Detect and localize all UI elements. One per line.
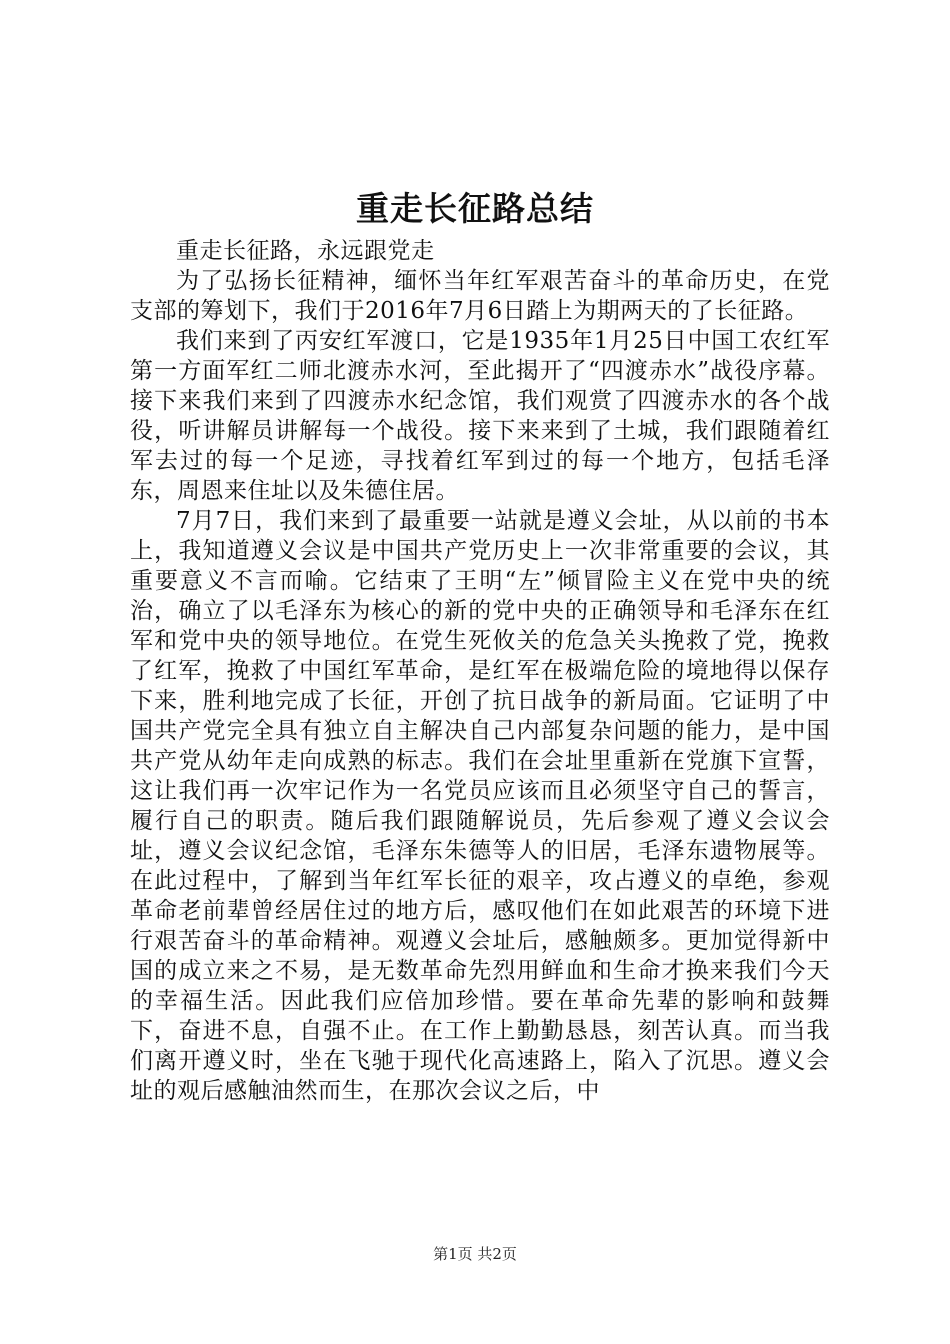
- paragraph-zunyi: 7月7日，我们来到了最重要一站就是遵义会址，从以前的书本上，我知道遵义会议是中国共产党历史上一次非常重要的会议，其重要意义不言而喻。它结束了王明“左”倾冒险主义在党中央的统治，确立了以毛泽东为核心的新的党中央的正确领导和毛泽东在红军和党中央的领导地位。在党生死攸关的危急关头挽救了党，挽救了红军，挽救了中国红军革命，是红军在极端危险的境地得以保存下来，胜利地完成了长征，开创了抗日战争的新局面。它证明了中国共产党完全具有独立自主解决自己内部复杂问题的能力，是中国共产党从幼年走向成熟的标志。我们在会址里重新在党旗下宣誓，这让我们再一次牢记作为一名党员应该而且必须坚守自己的誓言，履行自己的职责。随后我们跟随解说员，先后参观了遵义会议会址，遵义会议纪念馆，毛泽东朱德等人的旧居，毛泽东遗物展等。在此过程中，了解到当年红军长征的艰辛，攻占遵义的卓绝，参观革命老前辈曾经居住过的地方后，感叹他们在如此艰苦的环境下进行艰苦奋斗的革命精神。观遵义会址后，感触颇多。更加觉得新中国的成立来之不易，是无数革命先烈用鲜血和生命才换来我们今天的幸福生活。因此我们应倍加珍惜。要在革命先辈的影响和鼓舞下，奋进不息，自强不止。在工作上勤勤恳恳，刻苦认真。而当我们离开遵义时，坐在飞驰于现代化高速路上，陷入了沉思。遵义会址的观后感触油然而生，在那次会议之后，中: [130, 508, 830, 1104]
- document-subtitle: 重走长征路，永远跟党走: [176, 238, 435, 264]
- document-body: [130, 236, 830, 1106]
- paragraph-bingan-ferry: 我们来到了丙安红军渡口，它是1935年1月25日中国工农红军第一方面军红二师北渡赤水河，至此揭开了“四渡赤水”战役序幕。接下来我们来到了四渡赤水纪念馆，我们观赏了四渡赤水的各个战役，听讲解员讲解每一个战役。接下来来到了土城，我们跟随着红军去过的每一个足迹，寻找着红军到过的每一个地方，包括毛泽东，周恩来住址以及朱德住居。: [130, 328, 830, 504]
- page-number-footer: 第1页 共2页: [433, 1245, 517, 1263]
- document-title: 重走长征路总结: [356, 189, 594, 228]
- paragraph-intro: 为了弘扬长征精神，缅怀当年红军艰苦奋斗的革命历史，在党支部的筹划下，我们于2016年7月6日踏上为期两天的了长征路。: [130, 268, 830, 324]
